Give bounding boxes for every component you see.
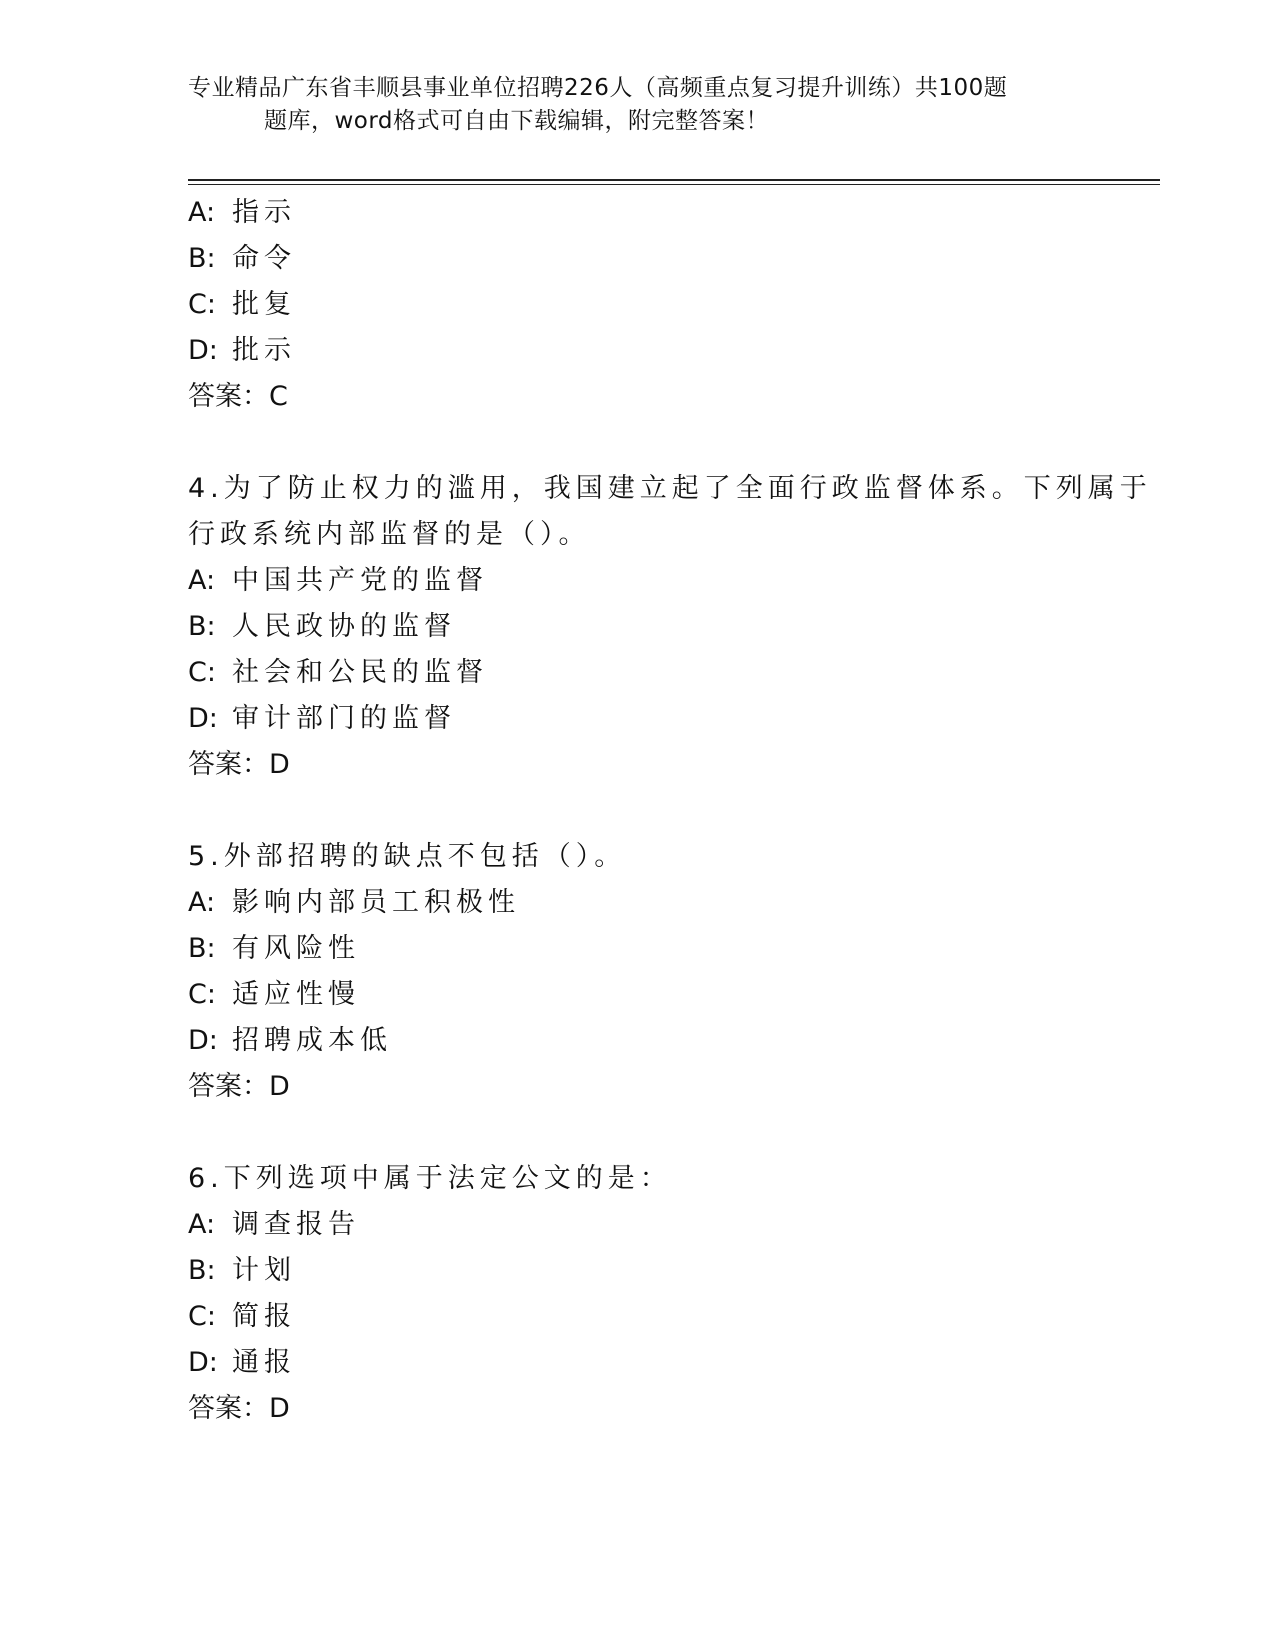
option-text: 指示 <box>232 197 296 228</box>
option-text: 影响内部员工积极性 <box>232 887 520 918</box>
option-b <box>188 926 1088 972</box>
option-text: 通报 <box>232 1347 296 1378</box>
option-letter: B: <box>188 1255 216 1286</box>
option-letter: B: <box>188 243 216 274</box>
question-block <box>188 834 1088 1110</box>
option-c <box>188 282 1088 328</box>
block-spacer <box>188 788 1088 834</box>
option-text: 审计部门的监督 <box>232 703 456 734</box>
question-list <box>188 190 1152 1432</box>
option-d <box>188 1018 1088 1064</box>
option-text: 人民政协的监督 <box>232 611 456 642</box>
option-text: 批复 <box>232 289 296 320</box>
question-block <box>188 466 1152 788</box>
option-text: 命令 <box>232 243 296 274</box>
option-letter: B: <box>188 611 216 642</box>
option-b <box>188 604 1088 650</box>
option-a <box>188 190 1088 236</box>
page-header <box>188 72 1088 138</box>
question-text-continued: 行政系统内部监督的是（）。 <box>188 519 591 550</box>
question-block <box>188 1156 1088 1432</box>
question-text: 6.下列选项中属于法定公文的是： <box>188 1163 672 1194</box>
option-a <box>188 880 1088 926</box>
option-b <box>188 1248 1088 1294</box>
answer-line: 答案：D <box>188 1071 290 1102</box>
option-letter: D: <box>188 335 218 366</box>
option-letter: B: <box>188 933 216 964</box>
option-letter: D: <box>188 703 218 734</box>
option-text: 简报 <box>232 1301 296 1332</box>
block-spacer <box>188 420 1088 466</box>
header-divider-thin <box>188 184 1160 185</box>
option-letter: C: <box>188 657 216 688</box>
option-text: 批示 <box>232 335 296 366</box>
option-letter: A: <box>188 887 216 918</box>
option-text: 有风险性 <box>232 933 360 964</box>
option-letter: A: <box>188 1209 216 1240</box>
option-letter: A: <box>188 197 216 228</box>
option-c <box>188 972 1088 1018</box>
question-block <box>188 190 1088 420</box>
option-letter: A: <box>188 565 216 596</box>
option-letter: C: <box>188 1301 216 1332</box>
option-a <box>188 1202 1088 1248</box>
answer-line: 答案：D <box>188 1393 290 1424</box>
option-d <box>188 328 1088 374</box>
option-letter: C: <box>188 979 216 1010</box>
option-c <box>188 650 1088 696</box>
option-letter: C: <box>188 289 216 320</box>
option-text: 招聘成本低 <box>232 1025 392 1056</box>
answer-line: 答案：D <box>188 749 290 780</box>
option-text: 调查报告 <box>232 1209 360 1240</box>
block-spacer <box>188 1110 1088 1156</box>
option-d <box>188 696 1088 742</box>
option-d <box>188 1340 1088 1386</box>
option-a <box>188 558 1088 604</box>
document-title-line-2: 题库，word格式可自由下载编辑，附完整答案！ <box>264 108 770 134</box>
option-text: 适应性慢 <box>232 979 360 1010</box>
option-c <box>188 1294 1088 1340</box>
answer-line: 答案：C <box>188 381 288 412</box>
option-b <box>188 236 1088 282</box>
document-title-line-1: 专业精品广东省丰顺县事业单位招聘226人（高频重点复习提升训练）共100题 <box>188 75 1008 101</box>
option-text: 社会和公民的监督 <box>232 657 488 688</box>
question-text: 5.外部招聘的缺点不包括（）。 <box>188 841 627 872</box>
option-text: 中国共产党的监督 <box>232 565 488 596</box>
option-letter: D: <box>188 1347 218 1378</box>
option-text: 计划 <box>232 1255 296 1286</box>
option-letter: D: <box>188 1025 218 1056</box>
header-divider-thick <box>188 179 1160 181</box>
question-text: 4.为了防止权力的滥用，我国建立起了全面行政监督体系。下列属于 <box>188 473 1152 504</box>
